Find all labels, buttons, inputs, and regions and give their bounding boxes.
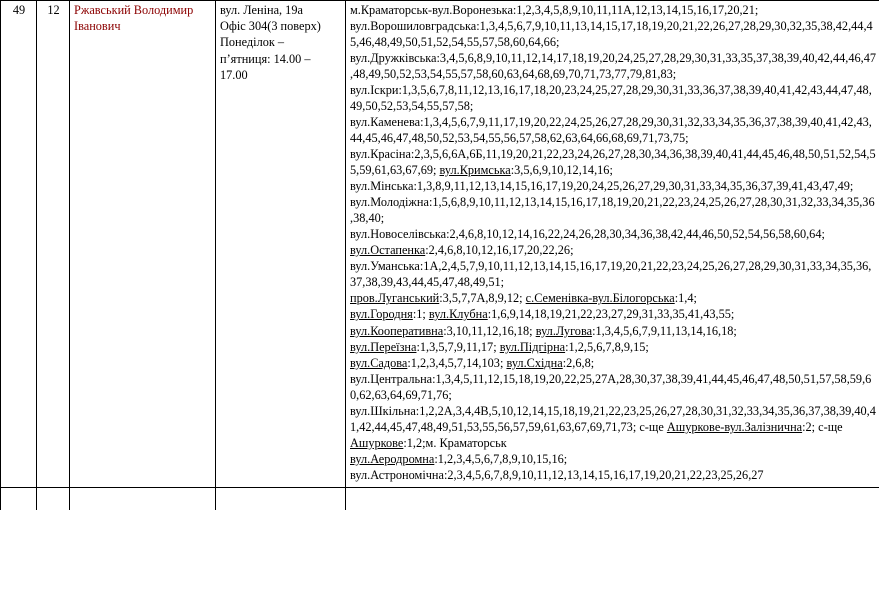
cell-person-name-next — [70, 487, 216, 510]
address-line: 17.00 — [220, 67, 248, 82]
cell-row-number: 49 — [1, 1, 37, 488]
territory-line: вул.Молодіжна:1,5,6,8,9,10,11,12,13,14,15,16,17,18,19,20,21,22,23,24,25,26,27,28,30,31,32,33,34,35,36,38,40; — [350, 195, 875, 226]
territory-line: вул.Каменева:1,3,4,5,6,7,9,11,17,19,20,22,24,25,26,27,28,29,30,31,32,33,34,35,36,37,38,39,40,41,42,43,44,45,46,47,48,50,52,53,54,55,56,57,58,62,63,64,66,68,69,71,73,75; — [350, 115, 872, 145]
cell-district-code-next — [37, 487, 70, 510]
address-line: Понеділок – — [220, 35, 285, 50]
cell-territory-list — [346, 1, 879, 488]
table-row — [1, 1, 879, 488]
territory-line: вул.Городня:1; вул.Клубна:1,6,9,14,18,19,21,22,23,27,29,31,33,35,41,43,55; — [350, 307, 735, 322]
person-name-text: Ржавський Володимир Іванович — [74, 3, 194, 33]
table-row-next — [1, 487, 879, 510]
territory-line: вул.Аеродромна:1,2,3,4,5,6,7,8,9,10,15,16; — [350, 452, 568, 467]
territory-line: вул.Центральна:1,3,4,5,11,12,15,18,19,20,22,25,27А,28,30,37,38,39,41,44,45,46,47,48,50,51,57,58,59,60,62,63,64,69,71,76; — [350, 372, 872, 403]
territory-line: м.Краматорськ-вул.Воронезька:1,2,3,4,5,8,9,10,11,11А,12,13,14,15,16,17,20,21; — [350, 3, 759, 17]
address-line: Офіс 304(3 поверх) — [220, 19, 321, 34]
territory-line: вул.Іскри:1,3,5,6,7,8,11,12,13,16,17,18,20,23,24,25,27,28,29,30,31,33,36,37,38,39,40,41,42,43,44,47,48,49,50,52,53,54,55,57,58; — [350, 83, 872, 113]
territory-line: вул.Дружківська:3,4,5,6,8,9,10,11,12,14,17,18,19,20,24,25,27,28,29,30,31,33,35,37,38,39,40,42,44,46,47,48,49,50,52,53,54,55,57,58,60,63,64,68,69,70,71,73,77,79,81,83; — [350, 51, 876, 81]
cell-row-number-next — [1, 487, 37, 510]
territory-line: вул.Астрономічна:2,3,4,5,6,7,8,9,10,11,12,13,14,15,16,17,19,20,21,22,23,25,26,27 — [350, 468, 764, 483]
territory-line: вул.Новоселівська:2,4,6,8,10,12,14,16,22,24,26,28,30,34,36,38,42,44,46,50,52,54,56,58,60,64; вул.Остапенка:2,4,6,8,10,12,16,17,20,22,26; — [350, 227, 825, 258]
cell-person-name — [70, 1, 216, 488]
territory-line: вул.Красіна:2,3,5,6,6А,6Б,11,19,20,21,22,23,24,26,27,28,30,34,36,38,39,40,41,44,45,46,48,50,51,52,54,55,59,61,63,67,69; вул.Кримська:3,5,6,9,10,12,14,16; — [350, 147, 876, 177]
address-line: п’ятниця: 14.00 – — [220, 51, 311, 66]
cell-address — [216, 1, 346, 488]
territory-line: вул.Ворошиловградська:1,3,4,5,6,7,9,10,11,13,14,15,17,18,19,20,21,22,26,27,28,29,30,32,35,38,42,44,45,46,48,49,50,51,52,54,55,57,58,60,64,66; — [350, 19, 873, 49]
territory-line: вул.Переїзна:1,3,5,7,9,11,17; вул.Підгірна:1,2,5,6,7,8,9,15; — [350, 339, 649, 354]
territory-line: вул.Шкільна:1,2,2А,3,4,4В,5,10,12,14,15,18,19,21,22,23,25,26,27,28,30,31,32,33,34,35,36,37,38,39,40,41,42,44,45,47,48,49,51,53,55,56,57,59,61,63,67,69,71,73; с-ще Ашурковe-вул.Залізнична:2; с-ще Ашуркове:1,2;м. Краматорськ — [350, 404, 876, 450]
territory-line: вул.Мінська:1,3,8,9,11,12,13,14,15,16,17,19,20,24,25,26,27,29,30,31,33,34,35,36,37,39,41,43,47,49; — [350, 179, 854, 194]
territory-line: вул.Уманська:1А,2,4,5,7,9,10,11,12,13,14,15,16,17,19,20,21,22,23,24,25,26,27,28,29,30,31,33,34,35,36,37,38,39,43,44,45,47,48,49,51; — [350, 259, 872, 289]
cell-district-code: 12 — [37, 1, 70, 488]
cell-territory-list-next — [346, 487, 879, 510]
territory-line: вул.Садова:1,2,3,4,5,7,14,103; вул.Східна:2,6,8; — [350, 356, 595, 371]
territory-line: пров.Луганський:3,5,7,7А,8,9,12; с.Семенівка-вул.Білогорська:1,4; — [350, 291, 697, 306]
cell-address-next — [216, 487, 346, 510]
territory-line: вул.Кооперативна:3,10,11,12,16,18; вул.Лугова:1,3,4,5,6,7,9,11,13,14,16,18; — [350, 323, 737, 338]
address-line: вул. Леніна, 19а — [220, 3, 303, 17]
